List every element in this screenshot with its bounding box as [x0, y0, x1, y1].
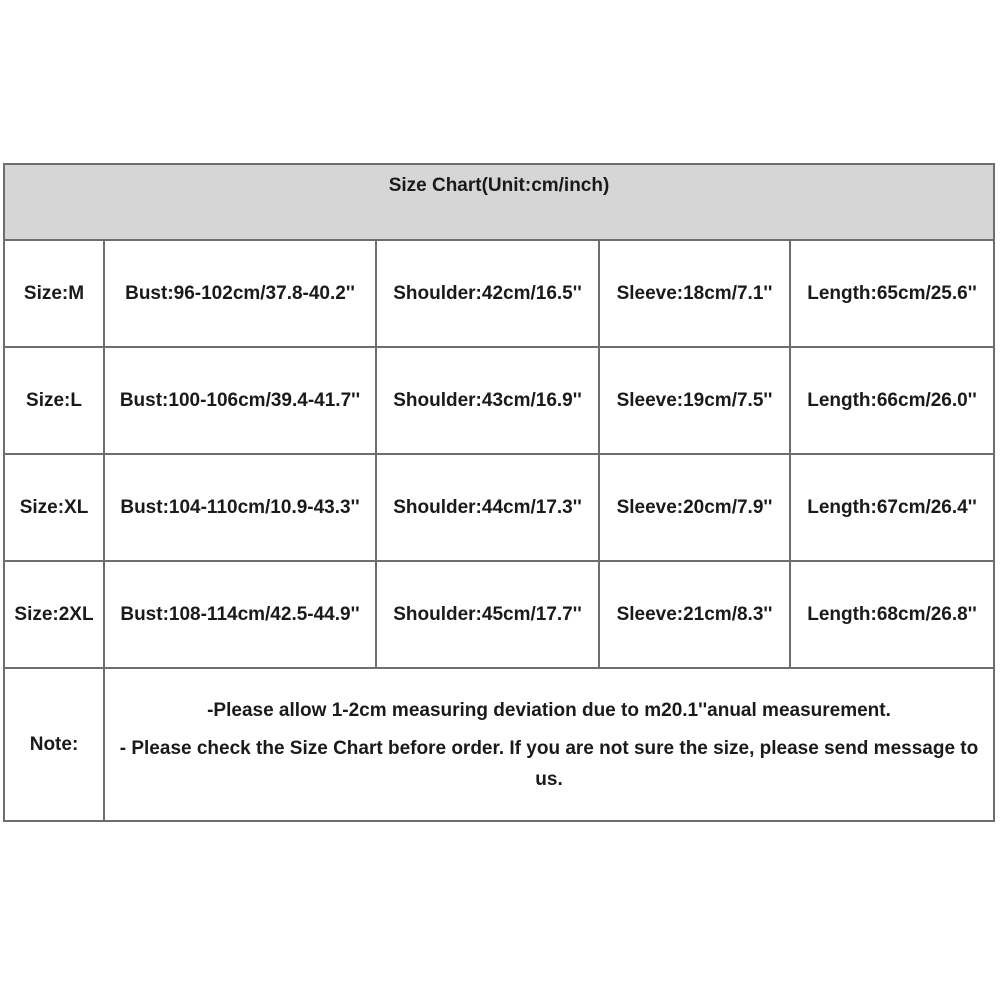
length-value: Length:66cm/26.0''	[807, 389, 977, 411]
shoulder-value: Shoulder:44cm/17.3''	[377, 455, 600, 560]
size-chart-title: Size Chart(Unit:cm/inch)	[5, 165, 993, 241]
size-label: Size:M	[5, 241, 105, 346]
size-label: Size:L	[5, 348, 105, 453]
note-label: Note:	[5, 669, 105, 820]
length-value: Length:67cm/26.4''	[807, 496, 977, 518]
note-line: -Please allow 1-2cm measuring deviation due to m20.1''anual measurement.	[207, 699, 891, 721]
note-row	[5, 669, 993, 820]
sleeve-value: Sleeve:20cm/7.9''	[600, 455, 791, 560]
note-line: - Please check the Size Chart before order. If you are not sure the size, please send message to us.	[119, 737, 979, 790]
size-row-xl	[5, 455, 993, 562]
size-label: Size:2XL	[5, 562, 105, 667]
size-row-m	[5, 241, 993, 348]
shoulder-value: Shoulder:45cm/17.7''	[377, 562, 600, 667]
sleeve-value: Sleeve:19cm/7.5''	[600, 348, 791, 453]
size-label: Size:XL	[5, 455, 105, 560]
sleeve-value: Sleeve:21cm/8.3''	[600, 562, 791, 667]
bust-value: Bust:100-106cm/39.4-41.7''	[105, 348, 377, 453]
note-body	[105, 669, 993, 820]
length-value: Length:65cm/25.6''	[807, 282, 977, 304]
shoulder-value: Shoulder:42cm/16.5''	[377, 241, 600, 346]
size-row-l	[5, 348, 993, 455]
sleeve-value: Sleeve:18cm/7.1''	[600, 241, 791, 346]
size-chart-table	[3, 163, 995, 822]
bust-value: Bust:108-114cm/42.5-44.9''	[105, 562, 377, 667]
bust-value: Bust:96-102cm/37.8-40.2''	[105, 241, 377, 346]
length-value: Length:68cm/26.8''	[807, 603, 977, 625]
shoulder-value: Shoulder:43cm/16.9''	[377, 348, 600, 453]
size-row-2xl	[5, 562, 993, 669]
bust-value: Bust:104-110cm/10.9-43.3''	[105, 455, 377, 560]
